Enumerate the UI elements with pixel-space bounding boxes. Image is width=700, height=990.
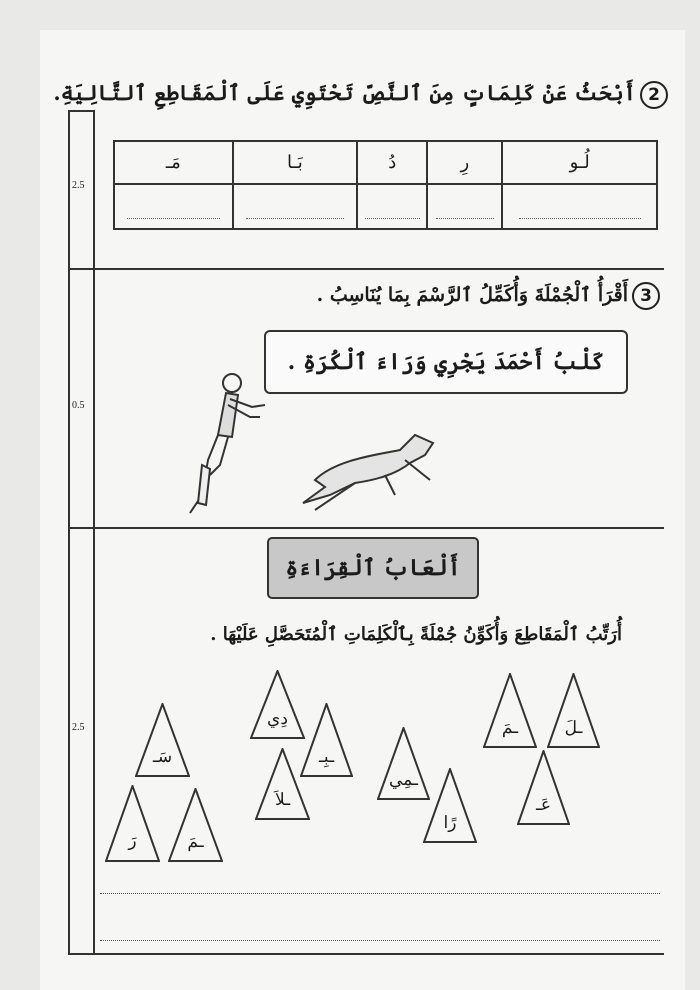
frame-top — [68, 110, 95, 112]
syllable-triangle[interactable] — [517, 750, 570, 825]
syllable-triangle[interactable] — [250, 670, 305, 739]
triangle-syllable: ـمَ — [187, 831, 204, 852]
score-column-border — [93, 110, 95, 955]
reading-games-title-wrap — [0, 537, 700, 599]
answer-blank[interactable] — [519, 208, 641, 219]
syllable-triangle[interactable] — [547, 673, 600, 748]
triangle-syllable: ـلاَ — [274, 789, 291, 810]
answer-cell[interactable] — [502, 184, 657, 229]
triangle-syllable: ـبِـ — [318, 746, 335, 767]
score-label: 2.5 — [72, 180, 85, 191]
syllable-cell: لُـو — [502, 141, 657, 184]
question-3-instruction: أَقْرَأُ ٱلْجُمْلَةَ وَأُكَمِّلُ ٱلرَّسْمَ بِمَا يُنَاسِبُ . — [316, 284, 628, 306]
answer-cell[interactable] — [233, 184, 358, 229]
triangle-syllable: عَـ — [535, 794, 552, 815]
syllable-cell: رِ — [427, 141, 502, 184]
syllable-cell: بَـا — [233, 141, 358, 184]
triangle-syllable: ـلَ — [564, 717, 583, 738]
sentence-box: كَلْبُ أَحْمَدَ يَجْرِي وَرَاءَ ٱلْكُرَةِ . — [264, 330, 628, 394]
question-number: 2 — [640, 81, 668, 109]
answer-line[interactable] — [100, 893, 660, 894]
answer-line[interactable] — [100, 940, 660, 941]
score-label: 0.5 — [72, 400, 85, 411]
reading-games-title: أَلْعَابُ ٱلْقِرَاءَةِ — [267, 537, 478, 599]
triangle-syllable: ـمَ — [501, 717, 519, 738]
section-divider — [68, 527, 664, 529]
syllable-cell: دُ — [357, 141, 427, 184]
answer-cell[interactable] — [114, 184, 233, 229]
question-3-heading — [317, 282, 660, 310]
question-number: 3 — [632, 282, 660, 310]
answer-blank[interactable] — [246, 208, 344, 219]
syllable-triangle[interactable] — [300, 703, 353, 777]
syllable-table — [113, 140, 658, 230]
answer-cell[interactable] — [427, 184, 502, 229]
syllable-triangle[interactable] — [423, 768, 477, 843]
dog-running-illustration — [295, 425, 440, 515]
triangle-syllable: رًا — [443, 812, 457, 833]
question-2-heading — [53, 80, 668, 109]
answer-blank[interactable] — [365, 208, 420, 219]
triangle-syllable: سَـ — [152, 746, 173, 767]
reading-games-instruction: أُرَتِّبُ ٱلْمَقَاطِعَ وَأُكَوِّنُ جُمْلَةً بِٱلْكَلِمَاتِ ٱلْمُتَحَصَّلِ عَلَيْهَا . — [210, 624, 622, 645]
syllable-triangle[interactable] — [135, 703, 190, 777]
answer-blank[interactable] — [127, 208, 220, 219]
question-2-instruction: أَبْحَثُ عَنْ كَلِمَاتٍ مِنَ ٱلنَّصِّ تَحْتَوِي عَلَى ٱلْمَقَاطِعِ ٱلتَّالِيَةِ. — [53, 80, 636, 105]
boy-running-illustration — [180, 365, 270, 520]
syllable-triangle[interactable] — [105, 785, 160, 862]
triangle-syllable: دِي — [267, 709, 288, 730]
triangle-syllable: ـمِي — [389, 769, 418, 790]
frame-left-border — [68, 110, 70, 955]
syllable-triangle[interactable] — [483, 673, 537, 748]
score-label: 2.5 — [72, 722, 85, 733]
answer-cell[interactable] — [357, 184, 427, 229]
syllable-triangle[interactable] — [168, 788, 223, 862]
triangle-syllable: رَ — [128, 831, 137, 852]
syllable-cell: مَـ — [114, 141, 233, 184]
frame-bottom — [68, 953, 664, 955]
section-divider — [68, 268, 664, 270]
answer-blank[interactable] — [436, 208, 494, 219]
